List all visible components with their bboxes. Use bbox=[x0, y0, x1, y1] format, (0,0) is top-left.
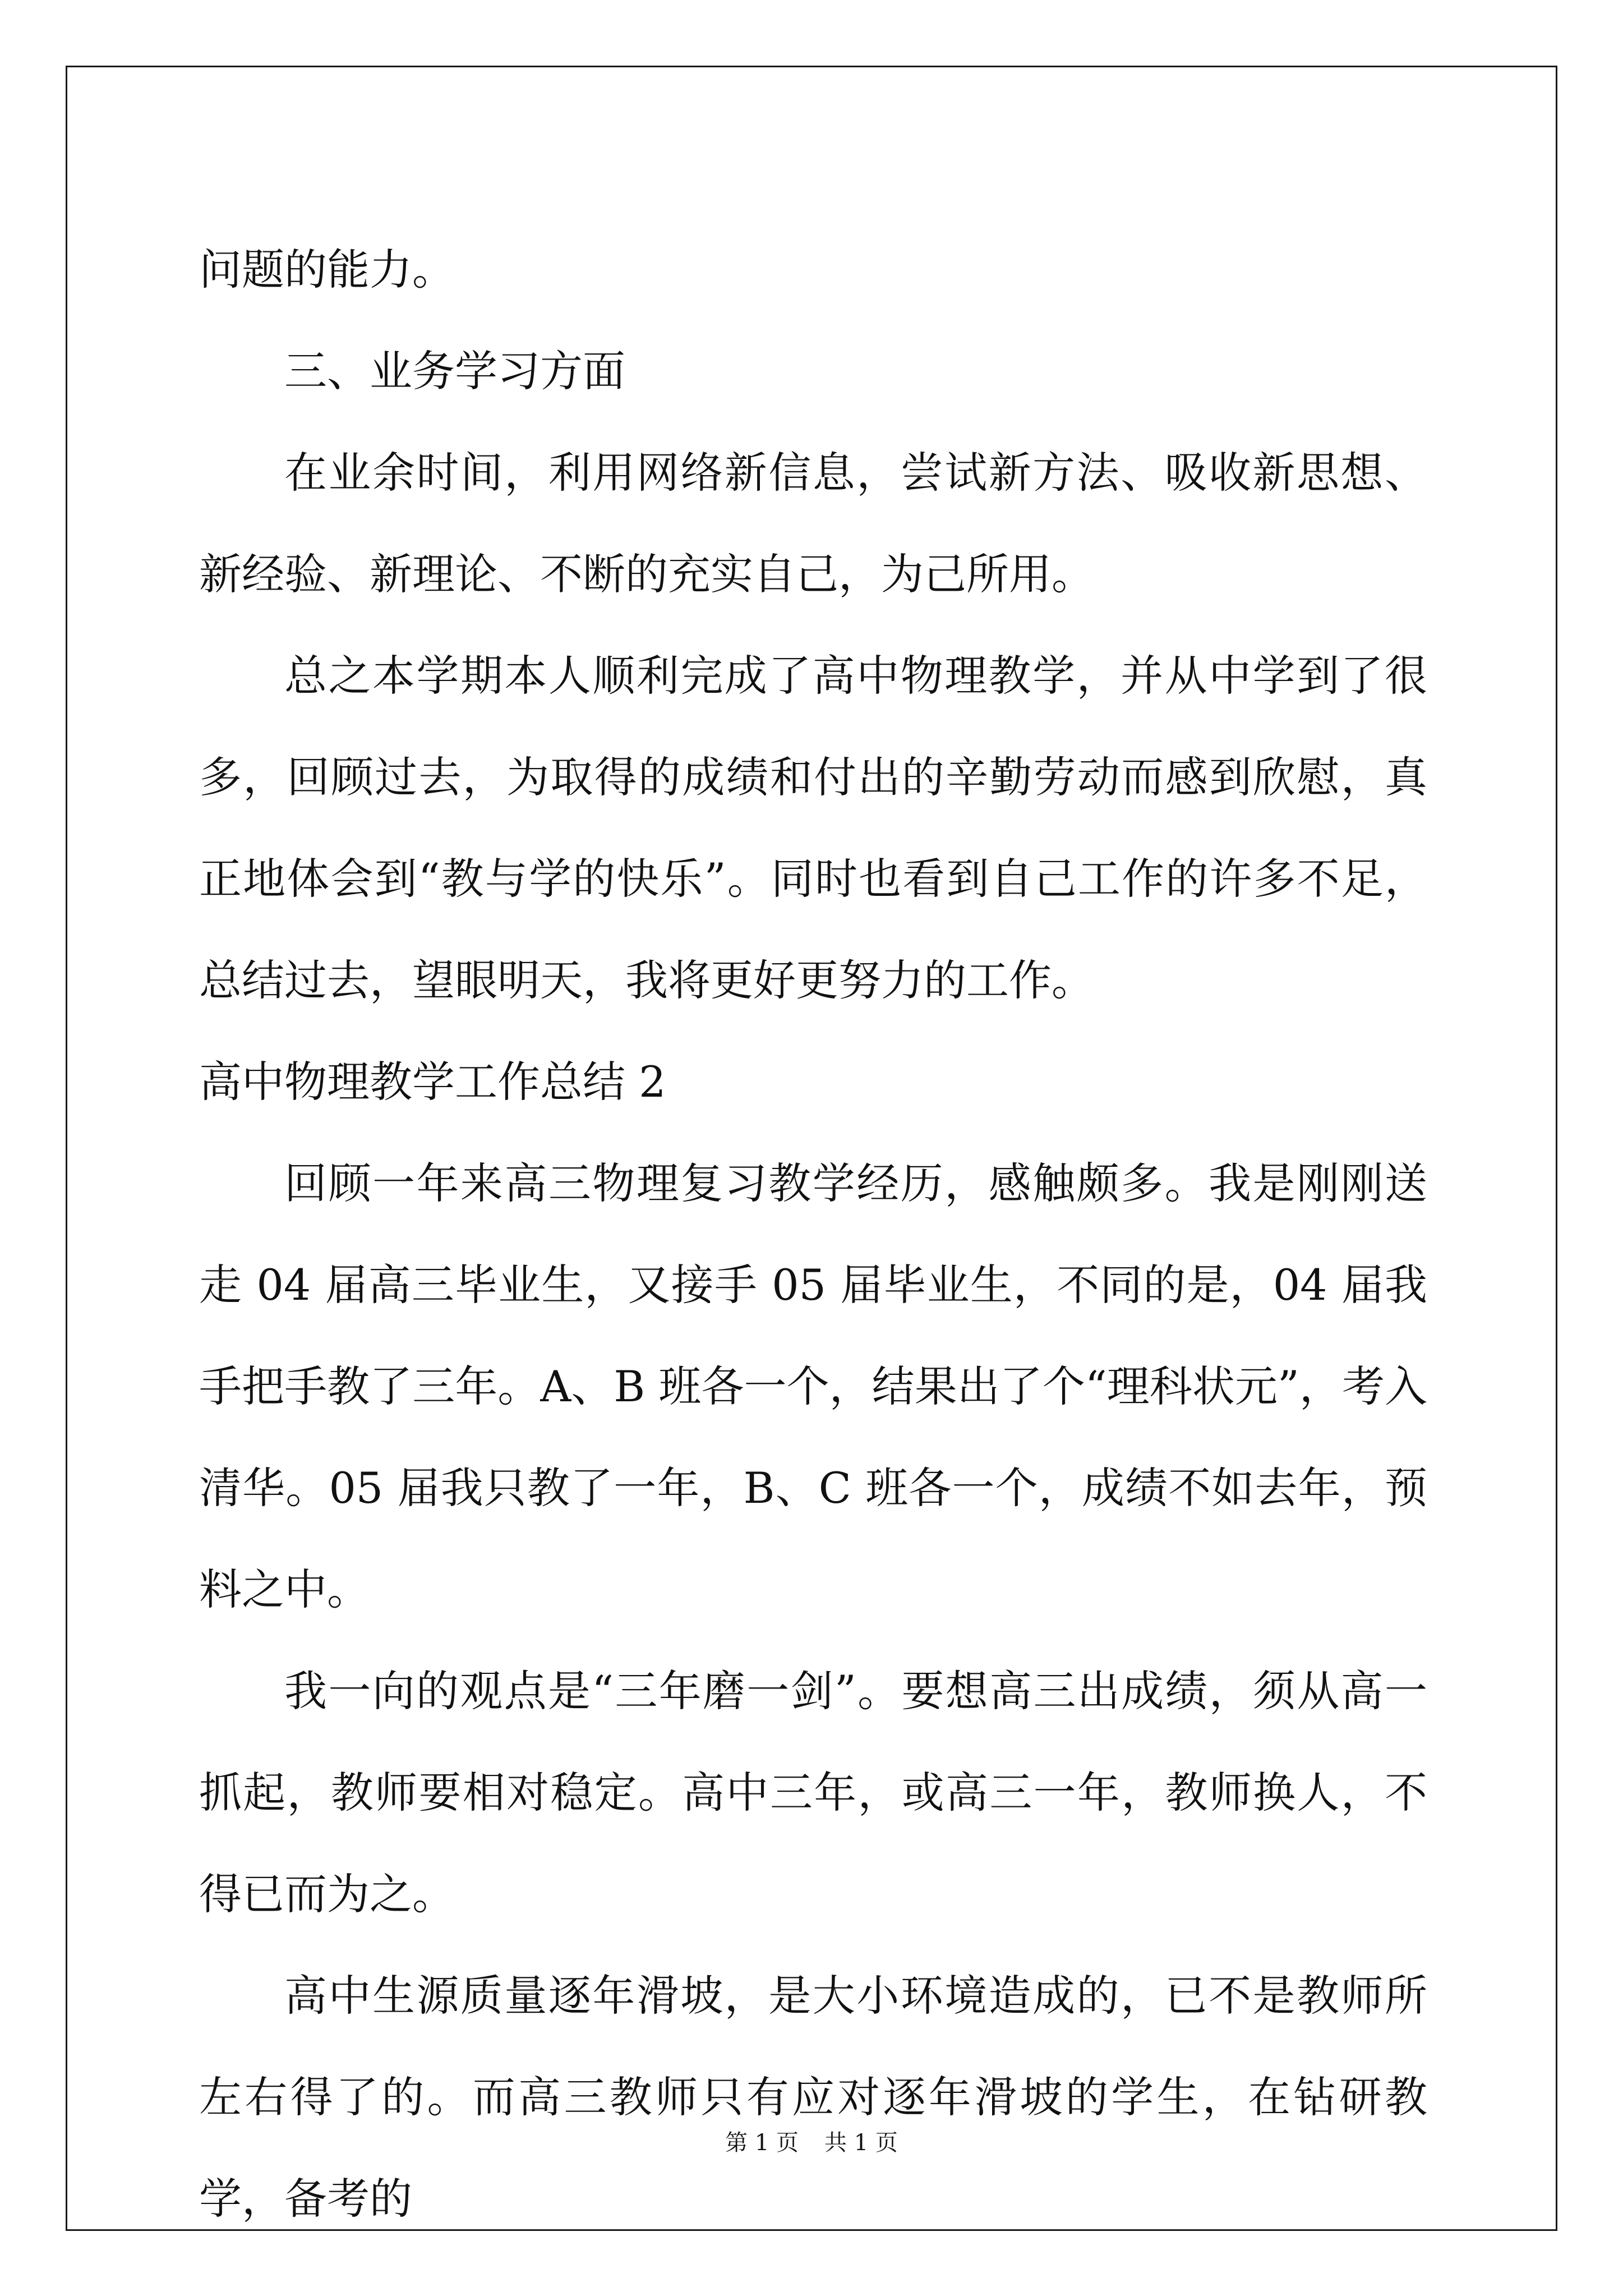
document-body bbox=[199, 219, 1427, 2249]
paragraph-continuation: 问题的能力。 bbox=[199, 245, 455, 295]
document-heading-summary-2: 高中物理教学工作总结 2 bbox=[199, 1057, 666, 1107]
paragraph-viewpoint: 我一向的观点是“三年磨一剑”。要想高三出成绩，须从高一抓起，教师要相对稳定。高中三年，或高三一年，教师换人，不得已而为之。 bbox=[199, 1666, 1427, 1919]
page-total: 共 1 页 bbox=[824, 2130, 898, 2156]
page-number: 第 1 页 bbox=[725, 2130, 799, 2156]
paragraph-student-quality: 高中生源质量逐年滑坡，是大小环境造成的，已不是教师所左右得了的。而高三教师只有应对逐年滑坡的学生，在钻研教学，备考的 bbox=[199, 1971, 1427, 2224]
section-heading-business-study: 三、业务学习方面 bbox=[284, 346, 625, 396]
paragraph-review: 回顾一年来高三物理复习教学经历，感触颇多。我是刚刚送走 04 届高三毕业生，又接手 05 届毕业生，不同的是，04 届我手把手教了三年。A、B 班各一个，结果出了个“理科状元”，考入清华。05 届我只教了一年，B、C 班各一个，成绩不如去年，预料之中。 bbox=[199, 1158, 1427, 1614]
page-footer bbox=[0, 2129, 1623, 2157]
paragraph-study: 在业余时间，利用网络新信息，尝试新方法、吸收新思想、新经验、新理论、不断的充实自己，为己所用。 bbox=[199, 448, 1427, 599]
paragraph-summary: 总之本学期本人顺利完成了高中物理教学，并从中学到了很多，回顾过去，为取得的成绩和付出的辛勤劳动而感到欣慰，真正地体会到“教与学的快乐”。同时也看到自己工作的许多不足，总结过去，望眼明天，我将更好更努力的工作。 bbox=[199, 651, 1427, 1005]
